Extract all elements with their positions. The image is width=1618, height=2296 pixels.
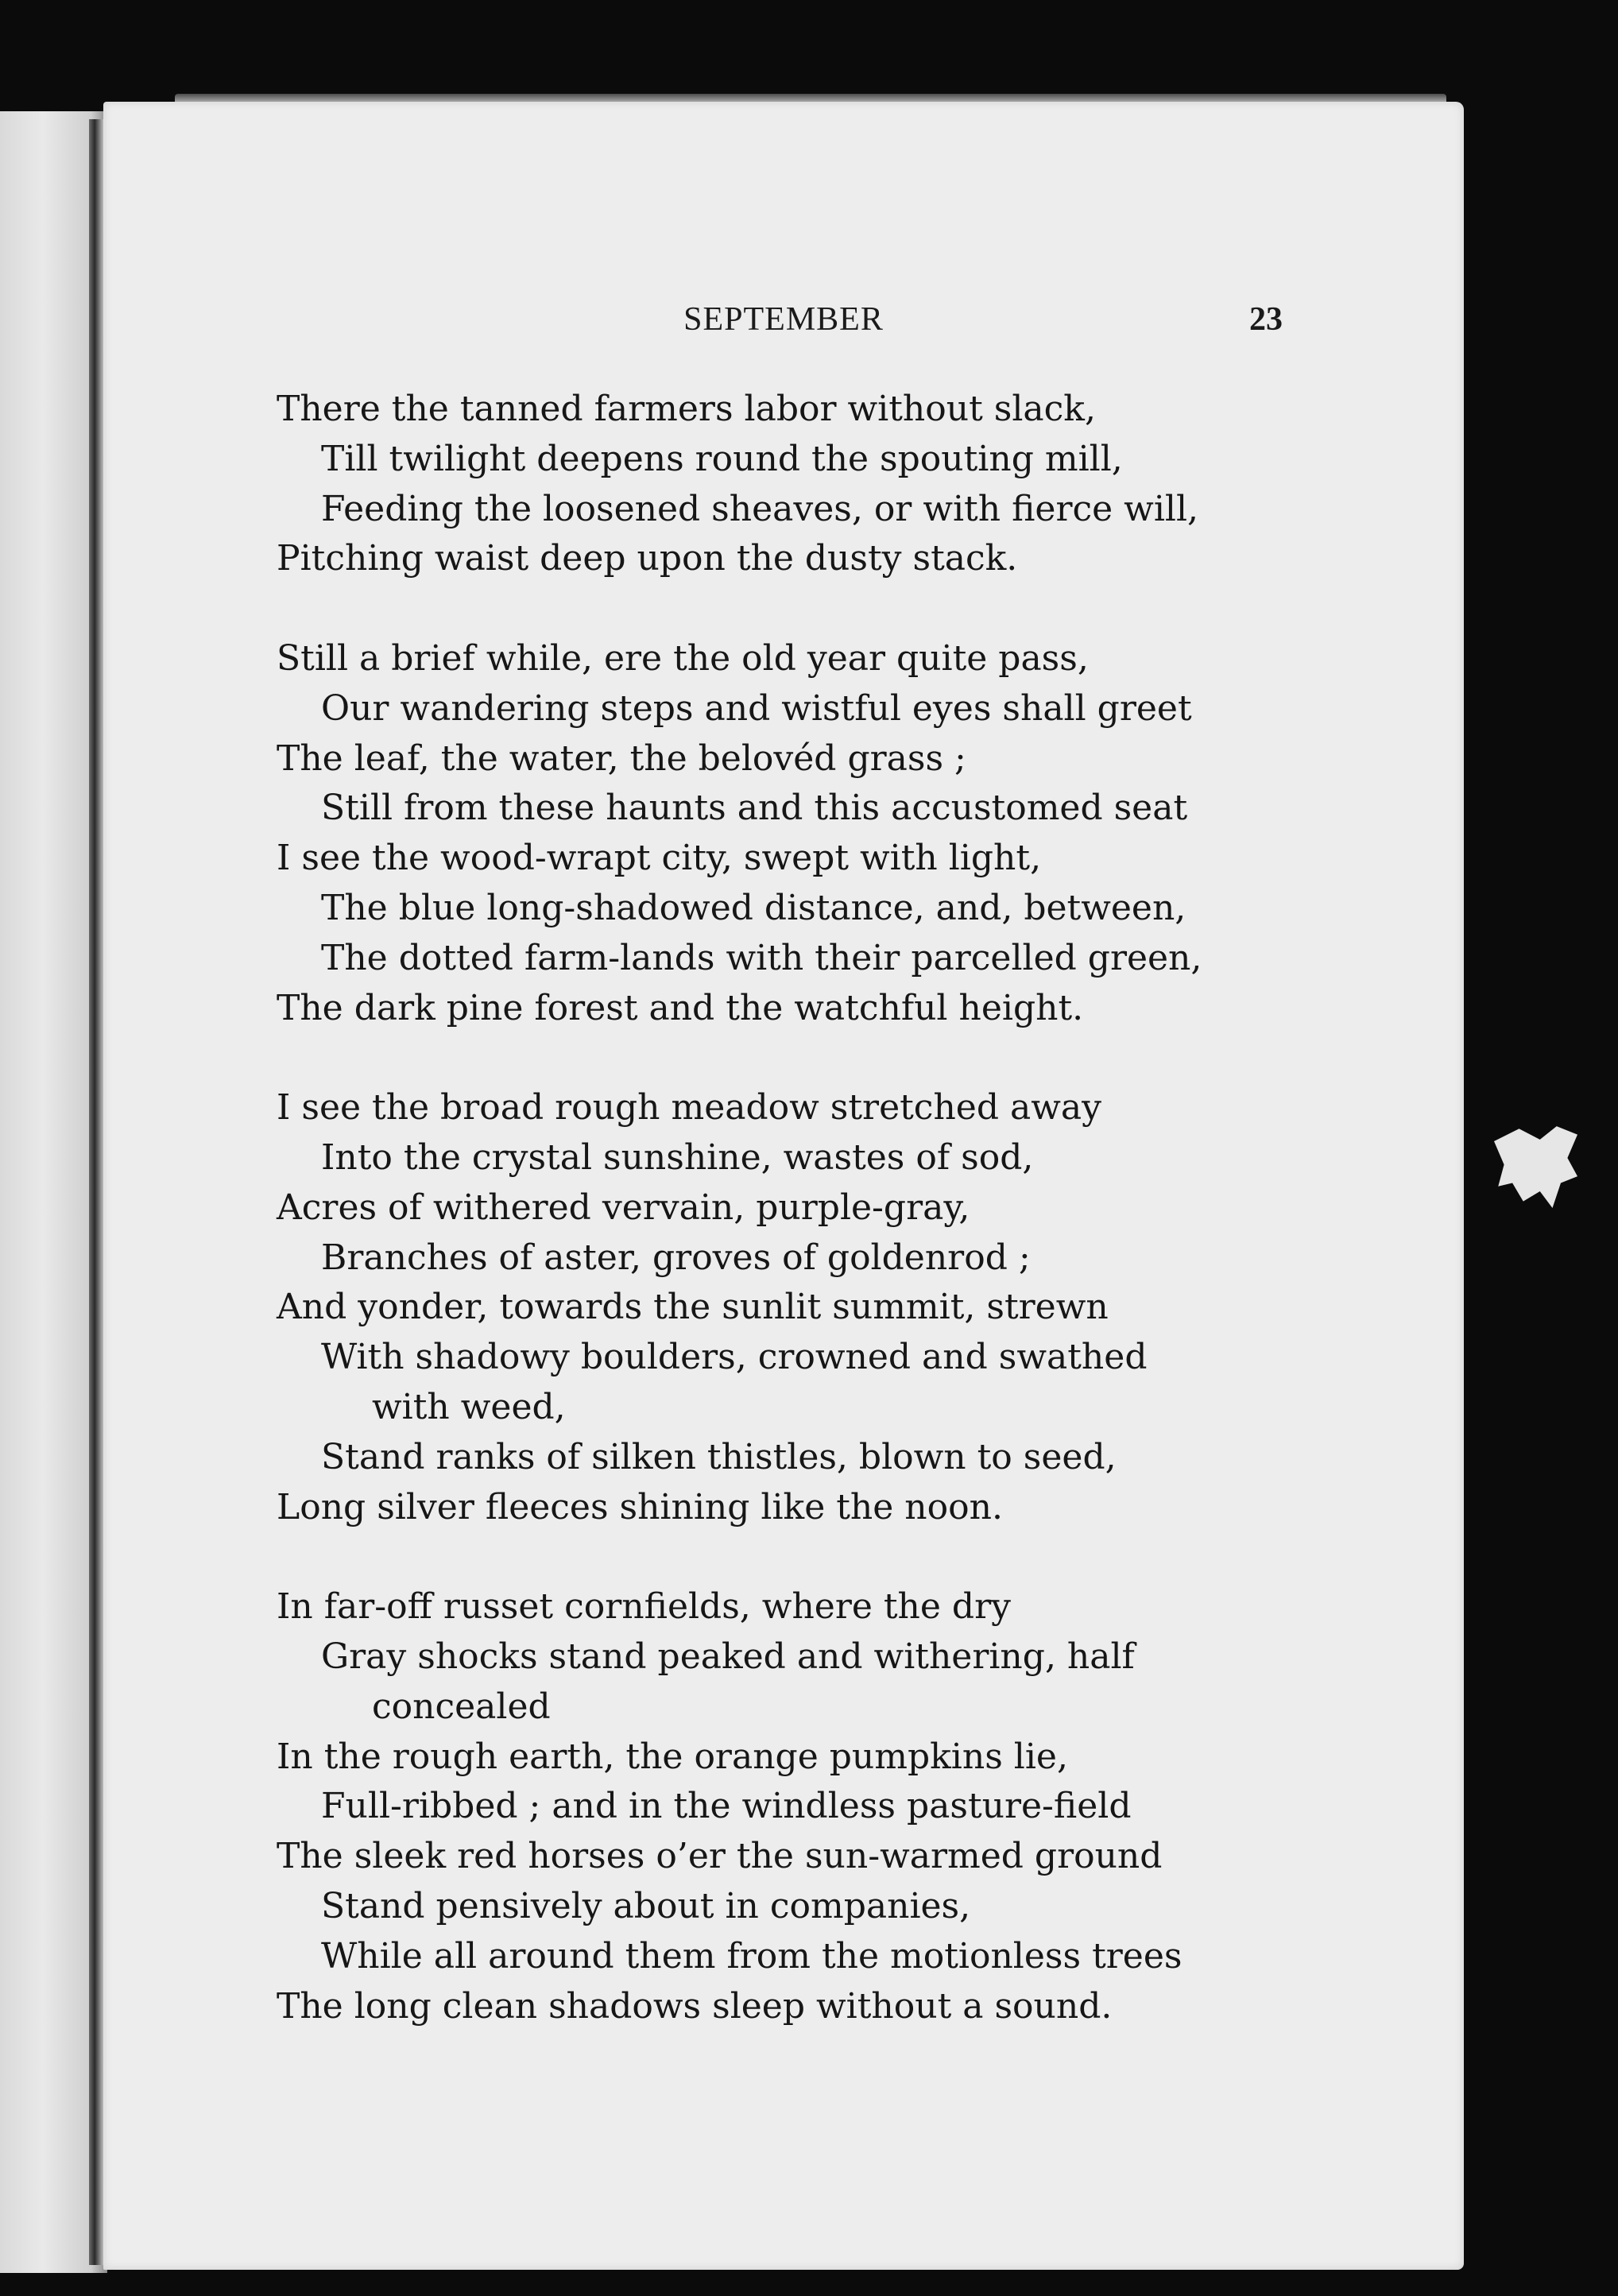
- poem-line: I see the wood-wrapt city, swept with light,: [277, 838, 1042, 879]
- poem-line: And yonder, towards the sunlit summit, strewn: [277, 1287, 1109, 1328]
- poem-line: Stand ranks of silken thistles, blown to seed,: [321, 1436, 1117, 1477]
- poem-line: Feeding the loosened sheaves, or with fierce will,: [321, 488, 1199, 529]
- poem-line: with weed,: [372, 1386, 566, 1427]
- poem-line: Our wandering steps and wistful eyes shall greet: [321, 687, 1192, 729]
- paper-tear: [1494, 1125, 1577, 1208]
- book-gutter: [89, 119, 103, 2265]
- poem-line: The long clean shadows sleep without a sound.: [277, 1985, 1113, 2027]
- poem-line: The dotted farm-lands with their parcelled green,: [321, 937, 1202, 978]
- poem-line: I see the broad rough meadow stretched away: [277, 1087, 1101, 1129]
- poem-line: Branches of aster, groves of goldenrod ;: [321, 1237, 1031, 1278]
- poem-line: concealed: [372, 1686, 551, 1727]
- poem-line: In the rough earth, the orange pumpkins lie,: [277, 1736, 1068, 1777]
- poem-line: The leaf, the water, the belovéd grass ;: [277, 738, 966, 779]
- poem-line: Still from these haunts and this accustomed seat: [321, 788, 1188, 829]
- poem-line: The blue long-shadowed distance, and, between,: [321, 887, 1186, 928]
- poem-line: Full-ribbed ; and in the windless pasture-field: [321, 1786, 1132, 1827]
- poem-line: Till twilight deepens round the spouting mill,: [321, 438, 1123, 479]
- poem-line: There the tanned farmers labor without slack,: [277, 389, 1096, 429]
- stanza: [277, 1582, 1373, 2031]
- running-head: [103, 300, 1464, 348]
- poem-line: With shadowy boulders, crowned and swathed: [321, 1337, 1148, 1378]
- poem-line: Long silver fleeces shining like the noon.: [277, 1486, 1003, 1527]
- poem-line: In far-off russet cornfields, where the dry: [277, 1586, 1011, 1628]
- poem-line: Stand pensively about in companies,: [321, 1885, 971, 1926]
- poem-line: While all around them from the motionless trees: [321, 1935, 1183, 1977]
- stanza: [277, 634, 1373, 1033]
- poem-line: Still a brief while, ere the old year quite pass,: [277, 637, 1089, 679]
- poem-line: Gray shocks stand peaked and withering, half: [321, 1636, 1135, 1677]
- poem-line: The sleek red horses o’er the sun-warmed ground: [277, 1836, 1163, 1877]
- running-title: SEPTEMBER: [683, 301, 884, 338]
- stanza: [277, 1083, 1373, 1532]
- stanza: [277, 385, 1373, 584]
- poem-line: Pitching waist deep upon the dusty stack.: [277, 538, 1018, 579]
- page-number: 23: [1249, 301, 1283, 338]
- poem-body: [277, 385, 1373, 2081]
- poem-line: Into the crystal sunshine, wastes of sod,: [321, 1136, 1034, 1178]
- poem-line: The dark pine forest and the watchful height.: [277, 987, 1084, 1028]
- poem-line: Acres of withered vervain, purple-gray,: [277, 1187, 970, 1228]
